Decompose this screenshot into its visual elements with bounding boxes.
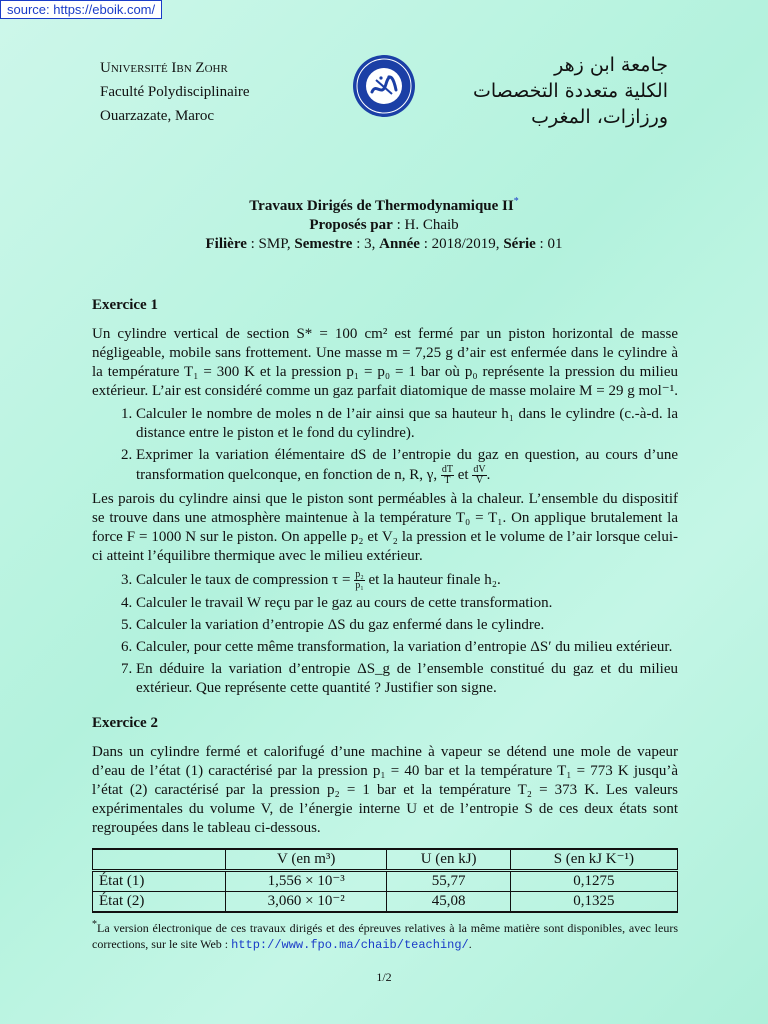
table-row [93, 871, 678, 892]
footnote-mark[interactable]: * [513, 196, 519, 207]
footnote-text: La version électronique de ces travaux dirigés et des épreuves relatives à la même matière sont disponibles, avec leurs corrections, sur le site Web : [92, 921, 678, 951]
table-cell: 45,08 [387, 892, 510, 913]
proposed-value: : H. Chaib [392, 217, 459, 233]
proposed-label: Proposés par [309, 217, 393, 233]
source-link[interactable]: source: https://eboik.com/ [0, 0, 162, 19]
semestre-value: : 3, [352, 236, 380, 252]
exercise-1-title: Exercice 1 [92, 297, 158, 313]
table-row [93, 892, 678, 913]
semestre-label: Semestre [294, 236, 353, 252]
table-header-cell: V (en m³) [226, 849, 387, 871]
question-2: 2. Exprimer la variation élémentaire dS de l’entropie du gaz en question, au cours d’une transformation quelconque, en fonction de n, R, γ, $\frac{dT}{T}$ et $\frac{dV}{V}$ . [136, 446, 678, 486]
exercise-2-intro: Dans un cylindre fermé et calorifugé d’une machine à vapeur se détend une mole de vapeur d’eau de l’état (1) caractérisé par la pression p₁ = 40 bar et la température T₁ = 773 K jusqu’à l’état (2) caractérisé par la pression p₂ = 1 bar et la température T₂ = 373 K. Les valeurs expérimentales du volume V, de l’énergie interne U et de l’entropie S de ces deux états sont regroupées dans le tableau ci-dessous. [92, 744, 678, 836]
table-cell: 55,77 [387, 871, 510, 892]
exercise-2-title: Exercice 2 [92, 715, 158, 731]
question-4: 4. Calculer le travail W reçu par le gaz au cours de cette transformation. [136, 594, 678, 613]
exercises-content [92, 296, 678, 913]
faculty-name: Faculté Polydisciplinaire [100, 84, 250, 100]
states-table [92, 848, 678, 913]
table-cell: État (1) [93, 871, 226, 892]
table-header-cell: S (en kJ K⁻¹) [510, 849, 677, 871]
fraction-dV-V: $\frac{dV}{V}$ [473, 464, 486, 486]
filiere-label: Filière [205, 236, 247, 252]
university-name-ar: جامعة ابن زهر [554, 54, 668, 76]
university-seal-icon [352, 54, 416, 118]
university-header-fr [100, 56, 250, 128]
university-name: Université Ibn Zohr [100, 60, 228, 76]
filiere-value: : SMP, [246, 236, 295, 252]
footnote-end: . [468, 937, 472, 951]
serie-value: : 01 [535, 236, 563, 252]
annee-value: : 2018/2019, [419, 236, 504, 252]
exercise-1-intro: Un cylindre vertical de section S* = 100 cm² est fermé par un piston horizontal de masse négligeable, mobile sans frottement. Une masse m = 7,25 g d’air est enfermée dans le cylindre à la température T₁ = 300 K et la pression p₁ = p₀ = 1 bar où p₀ représente la pression du milieu extérieur. L’air est considéré comme un gaz parfait diatomique de masse molaire M = 29 g mol⁻¹. [92, 326, 678, 399]
footnote-link[interactable]: http://www.fpo.ma/chaib/teaching/ [231, 938, 469, 952]
exercise-1-context: Les parois du cylindre ainsi que le piston sont perméables à la chaleur. L’ensemble du dispositif se trouve dans une atmosphère maintenue à la température T₀ = T₁. On applique brutalement la force F = 1000 N sur le piston. On appelle p₂ et V₂ la pression et le volume de l’air lorsque celui-ci atteint l’équilibre thermique avec le milieu extérieur. [92, 491, 678, 564]
table-cell: 0,1325 [510, 892, 677, 913]
annee-label: Année [379, 236, 420, 252]
question-7: 7. En déduire la variation d’entropie ΔS_g de l’ensemble constitué du gaz et du milieu extérieur. Que représente cette quantité ? Justifier son signe. [136, 660, 678, 698]
city-name-ar: ورزازات، المغرب [531, 106, 668, 128]
table-header-cell [93, 849, 226, 871]
exercise-1-questions-b [92, 570, 678, 698]
footnote [92, 917, 678, 953]
faculty-name-ar: الكلية متعددة التخصصات [472, 80, 668, 102]
document-title-block [0, 192, 768, 254]
table-header-cell: U (en kJ) [387, 849, 510, 871]
page-number: 1/2 [376, 970, 392, 984]
serie-label: Série [503, 236, 536, 252]
question-6: 6. Calculer, pour cette même transformation, la variation d’entropie ΔS′ du milieu extérieur. [136, 638, 678, 657]
footnote-mark: * [92, 919, 97, 930]
footnote-divider [92, 912, 332, 913]
fraction-dT-T: $\frac{dT}{T}$ [441, 464, 453, 486]
table-cell: 3,060 × 10⁻² [226, 892, 387, 913]
fraction-p2-p1: $\frac{\text{p₂}}{\text{p₁}}$ [355, 569, 364, 591]
university-header-ar [473, 52, 668, 130]
exercise-1-questions-a [92, 405, 678, 486]
question-1: 1. Calculer le nombre de moles n de l’air ainsi que sa hauteur h₁ dans le cylindre (c.-à-d. la distance entre le piston et le fond du cylindre). [136, 405, 678, 443]
table-cell: État (2) [93, 892, 226, 913]
table-cell: 0,1275 [510, 871, 677, 892]
question-5: 5. Calculer la variation d’entropie ΔS du gaz enfermé dans le cylindre. [136, 616, 678, 635]
table-cell: 1,556 × 10⁻³ [226, 871, 387, 892]
city-name: Ouarzazate, Maroc [100, 108, 215, 124]
question-3: 3. Calculer le taux de compression τ = $\frac{\text{p₂}}{\text{p₁}}$ et la hauteur finale h₂. [136, 570, 678, 591]
document-title: Travaux Dirigés de Thermodynamique II [249, 198, 514, 214]
table-header-row [93, 849, 678, 871]
